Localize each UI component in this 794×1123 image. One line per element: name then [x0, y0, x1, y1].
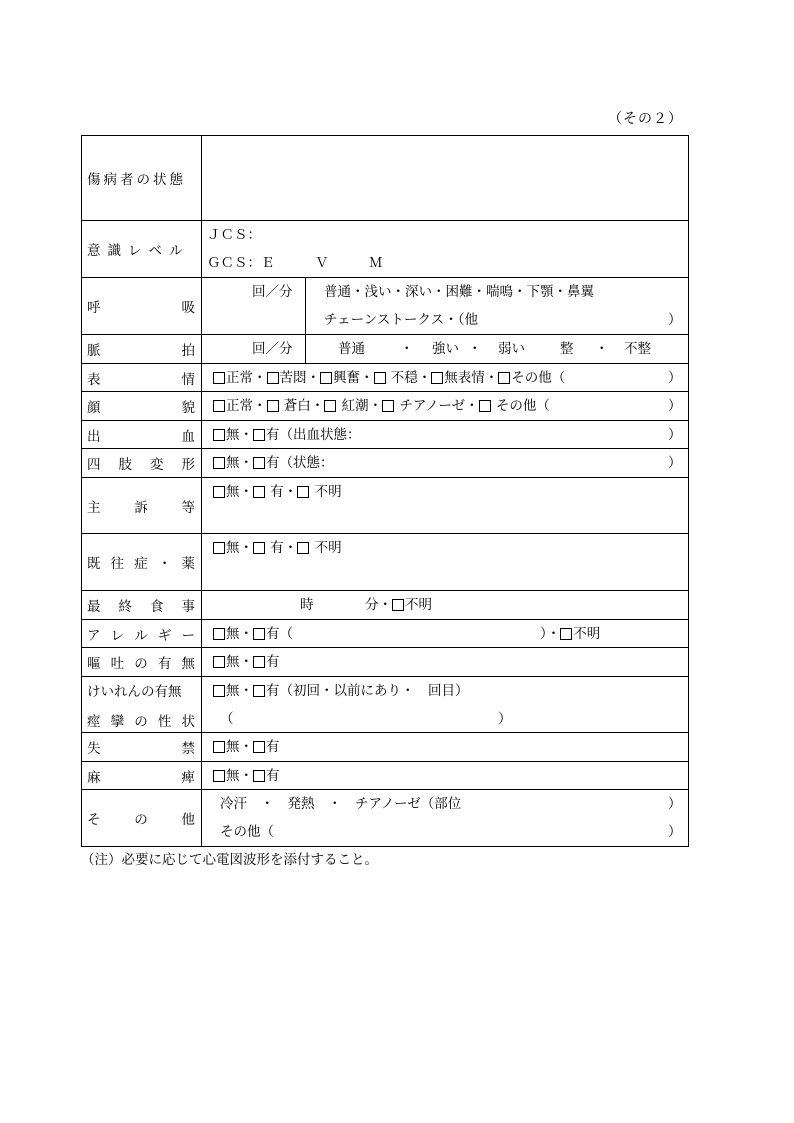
incontinence-label-b: 禁: [181, 741, 195, 757]
respiration-options: 普通・浅い・深い・困難・喘鳴・下顎・鼻翼: [324, 284, 594, 300]
option-label: 無・: [226, 739, 253, 755]
complexion-close: ）: [668, 398, 682, 414]
other-label-cell: [82, 790, 202, 847]
allergy-label-cell: [82, 620, 202, 648]
page-label: （その２）: [608, 111, 683, 127]
label-char: 痙: [87, 713, 101, 730]
label-char: 等: [181, 499, 195, 516]
row-bleeding: [82, 421, 689, 449]
checkbox[interactable]: [253, 457, 265, 469]
checkbox[interactable]: [213, 400, 225, 412]
label-char: 最: [87, 599, 101, 615]
footnote: （注）必要に応じて心電図波形を添付すること。: [81, 852, 378, 868]
label-char: 肢: [118, 457, 132, 473]
row-incontinence: [82, 733, 689, 762]
checkbox[interactable]: [213, 770, 225, 782]
row-pulse: [82, 335, 689, 364]
condition-label: 傷病者の状態: [87, 172, 186, 188]
jcs-label: ＪＣＳ：: [207, 227, 261, 243]
row-condition: [82, 136, 689, 221]
respiration-label-cell: [82, 278, 202, 335]
label-char: の: [134, 656, 148, 672]
checkbox[interactable]: [431, 372, 443, 384]
pulse-sep: ・: [400, 341, 414, 357]
label-char: ル: [134, 627, 148, 644]
option-label: 無表情・: [444, 370, 499, 386]
label-char: 四: [87, 457, 101, 473]
option-label: チアノーゼ・: [395, 398, 479, 414]
checkbox[interactable]: [297, 542, 309, 554]
label-char: 主: [87, 499, 101, 516]
label-char: 往: [110, 556, 125, 572]
label-char: 変: [150, 457, 164, 473]
option-label: 蒼白・: [279, 398, 325, 414]
row-consciousness: [82, 221, 689, 278]
last-meal-input: [202, 591, 689, 620]
option-label: 無・: [226, 427, 253, 443]
row-complaint: [82, 478, 689, 534]
meal-hour: 時: [300, 597, 314, 613]
checkbox[interactable]: [560, 628, 572, 640]
checkbox[interactable]: [253, 429, 265, 441]
label-char: 攣: [110, 713, 125, 730]
row-last-meal: [82, 591, 689, 620]
label-char: 無: [181, 656, 195, 672]
option-label: 不明: [310, 540, 342, 556]
checkbox[interactable]: [213, 628, 225, 640]
pulse-opt: 弱い: [498, 341, 525, 357]
pulse-rate-unit: 回／分: [252, 341, 293, 357]
label-char: 事: [181, 599, 195, 615]
option-label: 有: [266, 768, 280, 784]
seizure-input: [202, 677, 689, 733]
history-label-cell: [82, 534, 202, 591]
option-label: 無・: [226, 540, 253, 556]
row-allergy: [82, 620, 689, 648]
label-char: そ: [87, 812, 101, 828]
label-char: 嘔: [87, 656, 101, 672]
limb-label-cell: [82, 449, 202, 478]
label-char: 症: [134, 556, 148, 572]
row-vomit: [82, 648, 689, 677]
complaint-label-cell: [82, 478, 202, 534]
pulse-sep: ・: [468, 341, 482, 357]
label-char: 薬: [181, 556, 195, 572]
label-char: 有: [157, 656, 172, 672]
label-char: 終: [118, 599, 132, 615]
row-expression: [82, 364, 689, 392]
patient-condition-form: [81, 135, 689, 847]
checkbox[interactable]: [253, 685, 265, 697]
checkbox[interactable]: [479, 400, 491, 412]
option-label: 無・: [226, 626, 253, 642]
last-meal-label-cell: [82, 591, 202, 620]
pulse-label-b: 拍: [181, 343, 195, 359]
other-line2: その他（: [220, 824, 274, 840]
option-label: 紅潮・: [337, 398, 383, 414]
incontinence-input: [202, 733, 689, 762]
label-char: 吐: [110, 656, 125, 672]
expression-label-cell: [82, 364, 202, 392]
checkbox[interactable]: [213, 542, 225, 554]
option-label: 有・: [266, 540, 298, 556]
row-respiration: [82, 278, 689, 335]
other-line2-close: ）: [668, 824, 682, 840]
complexion-label-a: 顔: [87, 400, 101, 416]
option-label: 有: [266, 654, 280, 670]
consciousness-input[interactable]: [202, 221, 689, 278]
pulse-label-cell: [82, 335, 202, 364]
consciousness-label: 意識レベル: [87, 243, 190, 259]
limb-input: [202, 449, 689, 478]
vomit-label-cell: [82, 648, 202, 677]
seizure-label-1: けいれんの有無: [87, 683, 182, 700]
allergy-close: ）・: [540, 626, 561, 642]
expression-input: [202, 364, 689, 392]
option-label: 無・: [226, 484, 253, 500]
label-char: 食: [150, 599, 164, 615]
label-char: 出: [87, 428, 101, 445]
limb-close: ）: [668, 455, 682, 471]
option-label: 不明: [573, 626, 601, 642]
row-paralysis: [82, 762, 689, 790]
pulse-opt: 整: [560, 341, 574, 357]
checkbox[interactable]: [253, 770, 265, 782]
option-label: 無・: [226, 654, 253, 670]
paralysis-label-a: 麻: [87, 769, 101, 786]
paralysis-input: [202, 762, 689, 790]
checkbox[interactable]: [392, 599, 404, 611]
condition-label-cell: [82, 136, 202, 221]
bleeding-close: ）: [668, 427, 682, 443]
other-line1-close: ）: [668, 796, 682, 812]
checkbox[interactable]: [213, 372, 225, 384]
option-label: 正常・: [226, 370, 267, 386]
seizure-close: ）: [498, 711, 512, 727]
history-input: [202, 534, 689, 591]
pulse-opt: 不整: [624, 341, 651, 357]
label-char: レ: [110, 627, 125, 644]
meal-minute: 分・: [365, 597, 392, 613]
checkbox[interactable]: [374, 372, 386, 384]
option-label: 有（出血状態：: [266, 427, 361, 443]
row-limb: [82, 449, 689, 478]
option-label: その他（: [511, 370, 566, 386]
incontinence-label-cell: [82, 733, 202, 762]
checkbox[interactable]: [297, 486, 309, 498]
allergy-input: [202, 620, 689, 648]
incontinence-label-a: 失: [87, 741, 101, 757]
option-label: 有（初回・以前にあり・ 回目）: [266, 683, 469, 699]
pulse-opt: 強い: [432, 341, 459, 357]
paralysis-label-b: 痺: [181, 769, 195, 786]
option-label: 苦悶・: [279, 370, 320, 386]
pulse-sep: ・: [595, 341, 609, 357]
option-label: 正常・: [226, 398, 267, 414]
respiration-label-b: 吸: [181, 300, 195, 316]
checkbox[interactable]: [213, 685, 225, 697]
label-char: の: [134, 713, 148, 730]
label-char: 既: [87, 556, 101, 572]
option-label: 有・: [266, 484, 298, 500]
checkbox[interactable]: [324, 400, 336, 412]
label-char: 他: [181, 812, 195, 828]
label-char: ギ: [157, 627, 172, 644]
respiration-divider: [305, 278, 306, 334]
label-char: 血: [181, 428, 195, 445]
row-complexion: [82, 392, 689, 421]
checkbox[interactable]: [267, 372, 279, 384]
checkbox[interactable]: [253, 542, 265, 554]
other-line1: 冷汗 ・ 発熱 ・ チアノーゼ（部位: [220, 796, 462, 812]
checkbox[interactable]: [320, 372, 332, 384]
seizure-label-cell: [82, 677, 202, 733]
expression-label-b: 情: [181, 371, 195, 388]
condition-input[interactable]: [202, 136, 689, 221]
label-char: ー: [181, 627, 195, 644]
label-char: 性: [157, 713, 172, 730]
checkbox[interactable]: [213, 656, 225, 668]
checkbox[interactable]: [213, 457, 225, 469]
option-label: 無・: [226, 768, 253, 784]
row-seizure: [82, 677, 689, 733]
checkbox[interactable]: [213, 486, 225, 498]
complaint-input: [202, 478, 689, 534]
option-label: 興奮・: [333, 370, 374, 386]
respiration-other: チェーンストークス・（他: [324, 312, 479, 328]
checkbox[interactable]: [253, 486, 265, 498]
label-char: 訴: [134, 499, 148, 516]
label-char: ・: [157, 556, 172, 572]
bleeding-label-cell: [82, 421, 202, 449]
checkbox[interactable]: [253, 628, 265, 640]
label-char: 形: [181, 457, 195, 473]
complexion-label-b: 貌: [181, 400, 195, 416]
label-char: ア: [87, 627, 101, 644]
option-label: 不明: [405, 597, 432, 613]
option-label: その他（: [491, 398, 550, 414]
option-label: 有（状態：: [266, 455, 334, 471]
option-label: 有: [266, 739, 280, 755]
respiration-label-a: 呼: [87, 300, 101, 316]
checkbox[interactable]: [498, 372, 510, 384]
label-char: の: [134, 812, 148, 828]
pulse-label-a: 脈: [87, 343, 101, 359]
complexion-input: [202, 392, 689, 421]
pulse-divider: [305, 335, 306, 363]
label-char: 状: [181, 713, 195, 730]
other-input[interactable]: [202, 790, 689, 847]
row-history: [82, 534, 689, 591]
seizure-open: （: [220, 711, 234, 727]
expression-label-a: 表: [87, 371, 101, 388]
pulse-opt: 普通: [338, 341, 365, 357]
checkbox[interactable]: [213, 741, 225, 753]
option-label: 不穏・: [386, 370, 432, 386]
consciousness-label-cell: [82, 221, 202, 278]
expression-close: ）: [668, 370, 682, 386]
checkbox[interactable]: [253, 741, 265, 753]
respiration-rate-unit: 回／分: [252, 284, 293, 300]
option-label: 無・: [226, 455, 253, 471]
option-label: 不明: [310, 484, 342, 500]
paralysis-label-cell: [82, 762, 202, 790]
checkbox[interactable]: [382, 400, 394, 412]
option-label: 有（: [266, 626, 293, 642]
checkbox[interactable]: [213, 429, 225, 441]
pulse-input[interactable]: [202, 335, 689, 364]
option-label: 無・: [226, 683, 253, 699]
respiration-close: ）: [668, 312, 682, 328]
complexion-label-cell: [82, 392, 202, 421]
respiration-input[interactable]: [202, 278, 689, 335]
vomit-input: [202, 648, 689, 677]
gcs-label: ＧＣＳ：Ｅ Ｖ Ｍ: [207, 255, 383, 271]
row-other: [82, 790, 689, 847]
bleeding-input: [202, 421, 689, 449]
checkbox[interactable]: [253, 656, 265, 668]
checkbox[interactable]: [267, 400, 279, 412]
